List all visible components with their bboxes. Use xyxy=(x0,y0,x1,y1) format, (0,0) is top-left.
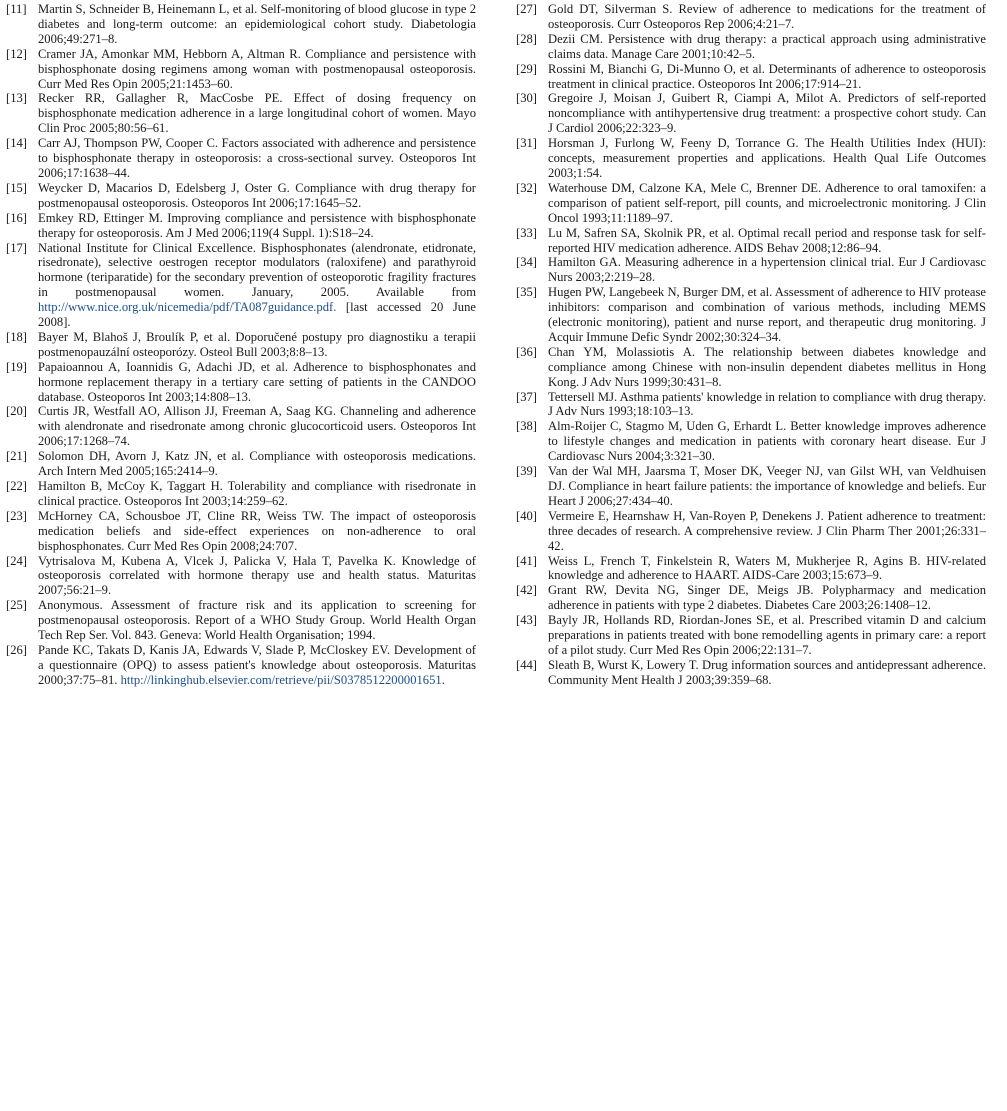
reference-text xyxy=(38,643,476,688)
reference-item xyxy=(6,509,476,554)
reference-text xyxy=(38,181,476,211)
reference-item xyxy=(516,62,986,92)
reference-text xyxy=(38,330,476,360)
reference-text xyxy=(38,554,476,599)
reference-text xyxy=(548,255,986,285)
reference-citation: Bayly JR, Hollands RD, Riordan-Jones SE, et al. Prescribed vitamin D and calcium preparations in patients treated with bone remodelling agents in primary care: a report of a pilot study. Curr Med Res Opin 2006;22:131–7. xyxy=(548,613,986,657)
reference-number: [15] xyxy=(6,180,27,195)
reference-item xyxy=(516,583,986,613)
reference-item xyxy=(6,360,476,405)
reference-text xyxy=(548,226,986,256)
reference-text xyxy=(38,47,476,92)
reference-number: [17] xyxy=(6,240,27,255)
reference-item xyxy=(516,136,986,181)
reference-item xyxy=(516,613,986,658)
reference-number: [21] xyxy=(6,449,27,464)
reference-number: [42] xyxy=(516,583,537,598)
reference-number: [25] xyxy=(6,598,27,613)
reference-item xyxy=(6,554,476,599)
reference-item xyxy=(516,345,986,390)
reference-number: [13] xyxy=(6,91,27,106)
reference-citation: Carr AJ, Thompson PW, Cooper C. Factors associated with adherence and persistence to bisphosphonate therapy in osteoporosis: a cross-sectional survey. Osteoporos Int 2006;17:1638–44. xyxy=(38,136,476,180)
reference-citation: Alm-Roijer C, Stagmo M, Uden G, Erhardt L. Better knowledge improves adherence to lifestyle changes and medication in patients with coronary heart disease. Eur J Cardiovasc Nurs 2004;3:321–30. xyxy=(548,419,986,464)
reference-number: [14] xyxy=(6,136,27,151)
reference-number: [35] xyxy=(516,285,537,300)
reference-citation: Martin S, Schneider B, Heinemann L, et al. Self-monitoring of blood glucose in type 2 diabetes and long-term outcome: an epidemiological cohort study. Diabetologia 2006;49:271–8. xyxy=(38,2,476,46)
reference-text xyxy=(548,509,986,554)
reference-text xyxy=(548,583,986,613)
reference-citation: Pande KC, Takats D, Kanis JA, Edwards V, Slade P, McCloskey EV. Development of a questionnaire (OPQ) to assess patient's knowledge about osteoporosis. Maturitas 2000;37:75–81. xyxy=(38,642,476,687)
reference-number: [18] xyxy=(6,329,27,344)
reference-number: [39] xyxy=(516,464,537,479)
reference-citation: McHorney CA, Schousboe JT, Cline RR, Weiss TW. The impact of osteoporosis medication beliefs and side-effect experiences on non-adherence to oral bisphosphonates. Curr Med Res Opin 2008;24:707. xyxy=(38,508,476,553)
reference-item xyxy=(6,2,476,47)
reference-item xyxy=(6,598,476,643)
reference-citation: Chan YM, Molassiotis A. The relationship between diabetes knowledge and compliance among Chinese with non-insulin dependent diabetes mellitus in Hong Kong. J Adv Nurs 1999;30:431–8. xyxy=(548,344,986,389)
reference-citation: Anonymous. Assessment of fracture risk and its application to screening for postmenopausal osteoporosis. Report of a WHO Study Group. World Health Organ Tech Rep Ser. Vol. 843. Geneva: World Health Organisation; 1994. xyxy=(38,598,476,643)
reference-citation: Bayer M, Blahoš J, Broulík P, et al. Doporučené postupy pro diagnostiku a terapii postmenopauzální osteoporózy. Osteol Bull 2003;8:8–13. xyxy=(38,329,476,359)
reference-number: [41] xyxy=(516,553,537,568)
reference-citation: Sleath B, Wurst K, Lowery T. Drug information sources and antidepressant adherence. Community Ment Health J 2003;39:359–68. xyxy=(548,657,986,687)
reference-number: [36] xyxy=(516,344,537,359)
reference-url-suffix: [last accessed 20 June 2008]. xyxy=(38,300,476,330)
reference-text xyxy=(38,360,476,405)
reference-text xyxy=(548,613,986,658)
reference-number: [24] xyxy=(6,553,27,568)
reference-text xyxy=(38,479,476,509)
reference-citation: Curtis JR, Westfall AO, Allison JJ, Freeman A, Saag KG. Channeling and adherence with alendronate and risedronate among chronic glucocorticoid users. Osteoporos Int 2006;17:1268–74. xyxy=(38,404,476,449)
reference-number: [29] xyxy=(516,61,537,76)
reference-number: [20] xyxy=(6,404,27,419)
reference-citation: Weycker D, Macarios D, Edelsberg J, Oster G. Compliance with drug therapy for postmenopausal osteoporosis. Osteoporos Int 2006;17:1645–52. xyxy=(38,180,476,210)
reference-citation: National Institute for Clinical Excellence. Bisphosphonates (alendronate, etidronate, risedronate), selective oestrogen receptor modulators (raloxifene) and parathyroid hormone (teriparatide) for the secondary prevention of osteoporotic fragility fractures in postmenopausal women. January, 2005. Available from xyxy=(38,240,476,300)
reference-item xyxy=(516,554,986,584)
reference-item xyxy=(516,285,986,345)
reference-text xyxy=(38,449,476,479)
reference-citation: Dezii CM. Persistence with drug therapy: a practical approach using administrative claims data. Manage Care 2001;10:42–5. xyxy=(548,31,986,61)
reference-citation: Lu M, Safren SA, Skolnik PR, et al. Optimal recall period and response task for self-reported HIV medication adherence. AIDS Behav 2008;12:86–94. xyxy=(548,225,986,255)
reference-text xyxy=(548,554,986,584)
reference-text xyxy=(548,419,986,464)
reference-number: [34] xyxy=(516,255,537,270)
reference-text xyxy=(548,62,986,92)
reference-text xyxy=(38,136,476,181)
reference-text xyxy=(548,345,986,390)
reference-citation: Cramer JA, Amonkar MM, Hebborn A, Altman R. Compliance and persistence with bisphosphonate dosing regimens among woman with postmenopausal osteoporosis. Curr Med Res Opin 2005;21:1453–60. xyxy=(38,46,476,91)
reference-citation: Weiss L, French T, Finkelstein R, Waters M, Mukherjee R, Agins B. HIV-related knowledge and adherence to HAART. AIDS-Care 2003;15:673–9. xyxy=(548,553,986,583)
reference-list-page xyxy=(6,0,986,720)
reference-citation: Recker RR, Gallagher R, MacCosbe PE. Effect of dosing frequency on bisphosphonate medication adherence in a large longitudinal cohort of women. Mayo Clin Proc 2005;80:56–61. xyxy=(38,91,476,136)
reference-citation: Hugen PW, Langebeek N, Burger DM, et al. Assessment of adherence to HIV protease inhibitors: comparison and combination of various methods, including MEMS (electronic monitoring), patient and nurse report, and therapeutic drug monitoring. J Acquir Immune Defic Syndr 2002;30:324–34. xyxy=(548,285,986,344)
reference-citation: Waterhouse DM, Calzone KA, Mele C, Brenner DE. Adherence to oral tamoxifen: a comparison of patient self-report, pill counts, and microelectronic monitoring. J Clin Oncol 1993;11:1189–97. xyxy=(548,180,986,225)
reference-number: [16] xyxy=(6,210,27,225)
reference-number: [23] xyxy=(6,508,27,523)
reference-item xyxy=(516,658,986,688)
reference-item xyxy=(516,509,986,554)
reference-text xyxy=(38,598,476,643)
reference-citation: Van der Wal MH, Jaarsma T, Moser DK, Veeger NJ, van Gilst WH, van Veldhuisen DJ. Compliance in heart failure patients: the importance of knowledge and beliefs. Eur Heart J 2006;27:434–40. xyxy=(548,464,986,508)
reference-item xyxy=(6,136,476,181)
reference-url-suffix: . xyxy=(441,672,445,687)
reference-text xyxy=(548,181,986,226)
reference-citation: Vytrisalova M, Kubena A, Vlcek J, Palicka V, Hala T, Pavelka K. Knowledge of osteoporosis correlated with hormone therapy use and health status. Maturitas 2007;56:21–9. xyxy=(38,553,476,598)
reference-citation: Tettersell MJ. Asthma patients' knowledge in relation to compliance with drug therapy. J Adv Nurs 1993;18:103–13. xyxy=(548,389,986,419)
reference-number: [27] xyxy=(516,2,537,16)
reference-citation: Gold DT, Silverman S. Review of adherence to medications for the treatment of osteoporosis. Curr Osteoporos Rep 2006;4:21–7. xyxy=(548,2,986,31)
reference-text xyxy=(38,91,476,136)
reference-text xyxy=(548,390,986,420)
references-column-left xyxy=(6,0,476,720)
reference-item xyxy=(6,643,476,688)
reference-number: [44] xyxy=(516,657,537,672)
reference-number: [22] xyxy=(6,479,27,493)
reference-citation: Emkey RD, Ettinger M. Improving compliance and persistence with bisphosphonate therapy for osteoporosis. Am J Med 2006;119(4 Suppl. 1):S18–24. xyxy=(38,210,476,240)
reference-text xyxy=(548,2,986,32)
reference-citation: Grant RW, Devita NG, Singer DE, Meigs JB. Polypharmacy and medication adherence in patients with type 2 diabetes. Diabetes Care 2003;26:1408–12. xyxy=(548,583,986,613)
reference-item xyxy=(516,226,986,256)
reference-number: [32] xyxy=(516,180,537,195)
reference-text xyxy=(548,91,986,136)
reference-item xyxy=(6,181,476,211)
reference-number: [40] xyxy=(516,508,537,523)
references-column-right xyxy=(516,0,986,720)
reference-citation: Papaioannou A, Ioannidis G, Adachi JD, et al. Adherence to bisphosphonates and hormone replacement therapy in a tertiary care setting of patients in the CANDOO database. Osteoporos Int 2003;14:808–13. xyxy=(38,359,476,404)
reference-number: [43] xyxy=(516,613,537,628)
reference-number: [30] xyxy=(516,91,537,106)
reference-text xyxy=(38,211,476,241)
reference-number: [33] xyxy=(516,225,537,240)
reference-item xyxy=(516,91,986,136)
reference-item xyxy=(516,419,986,464)
reference-citation: Vermeire E, Hearnshaw H, Van-Royen P, Denekens J. Patient adherence to treatment: three decades of research. A comprehensive review. J Clin Pharm Ther 2001;26:331–42. xyxy=(548,508,986,553)
reference-text xyxy=(548,285,986,345)
reference-number: [26] xyxy=(6,642,27,657)
reference-number: [38] xyxy=(516,419,537,434)
reference-citation: Horsman J, Furlong W, Feeny D, Torrance G. The Health Utilities Index (HUI): concepts, measurement properties and applications. Health Qual Life Outcomes 2003;1:54. xyxy=(548,136,986,180)
reference-url-link[interactable]: http://www.nice.org.uk/nicemedia/pdf/TA087guidance.pdf. xyxy=(38,300,337,315)
reference-number: [28] xyxy=(516,31,537,46)
reference-item xyxy=(6,404,476,449)
reference-url-link[interactable]: http://linkinghub.elsevier.com/retrieve/pii/S0378512200001651 xyxy=(120,672,442,687)
reference-item xyxy=(516,464,986,509)
reference-citation: Gregoire J, Moisan J, Guibert R, Ciampi A, Milot A. Predictors of self-reported noncompliance with antihypertensive drug treatment: a prospective cohort study. Can J Cardiol 2006;22:323–9. xyxy=(548,91,986,136)
reference-item xyxy=(6,449,476,479)
reference-item xyxy=(516,255,986,285)
reference-text xyxy=(38,509,476,554)
reference-citation: Rossini M, Bianchi G, Di-Munno O, et al. Determinants of adherence to osteoporosis treatment in clinical practice. Osteoporos Int 2006;17:914–21. xyxy=(548,61,986,91)
reference-text xyxy=(548,136,986,181)
reference-number: [37] xyxy=(516,389,537,404)
reference-number: [12] xyxy=(6,46,27,61)
reference-text xyxy=(548,658,986,688)
reference-item xyxy=(516,32,986,62)
reference-item xyxy=(6,241,476,330)
reference-citation: Hamilton GA. Measuring adherence in a hypertension clinical trial. Eur J Cardiovasc Nurs 2003;2:219–28. xyxy=(548,255,986,285)
reference-item xyxy=(6,91,476,136)
reference-citation: Solomon DH, Avorn J, Katz JN, et al. Compliance with osteoporosis medications. Arch Intern Med 2005;165:2414–9. xyxy=(38,449,476,479)
reference-number: [19] xyxy=(6,359,27,374)
reference-item xyxy=(6,47,476,92)
reference-text xyxy=(548,464,986,509)
reference-text xyxy=(38,404,476,449)
reference-item xyxy=(516,390,986,420)
reference-item xyxy=(516,181,986,226)
reference-item xyxy=(6,330,476,360)
reference-text xyxy=(548,32,986,62)
reference-item xyxy=(516,2,986,32)
reference-text xyxy=(38,2,476,47)
reference-number: [11] xyxy=(6,2,27,16)
reference-citation: Hamilton B, McCoy K, Taggart H. Tolerability and compliance with risedronate in clinical practice. Osteoporos Int 2003;14:259–62. xyxy=(38,479,476,508)
reference-item xyxy=(6,211,476,241)
reference-number: [31] xyxy=(516,136,537,151)
reference-text xyxy=(38,241,476,330)
reference-item xyxy=(6,479,476,509)
